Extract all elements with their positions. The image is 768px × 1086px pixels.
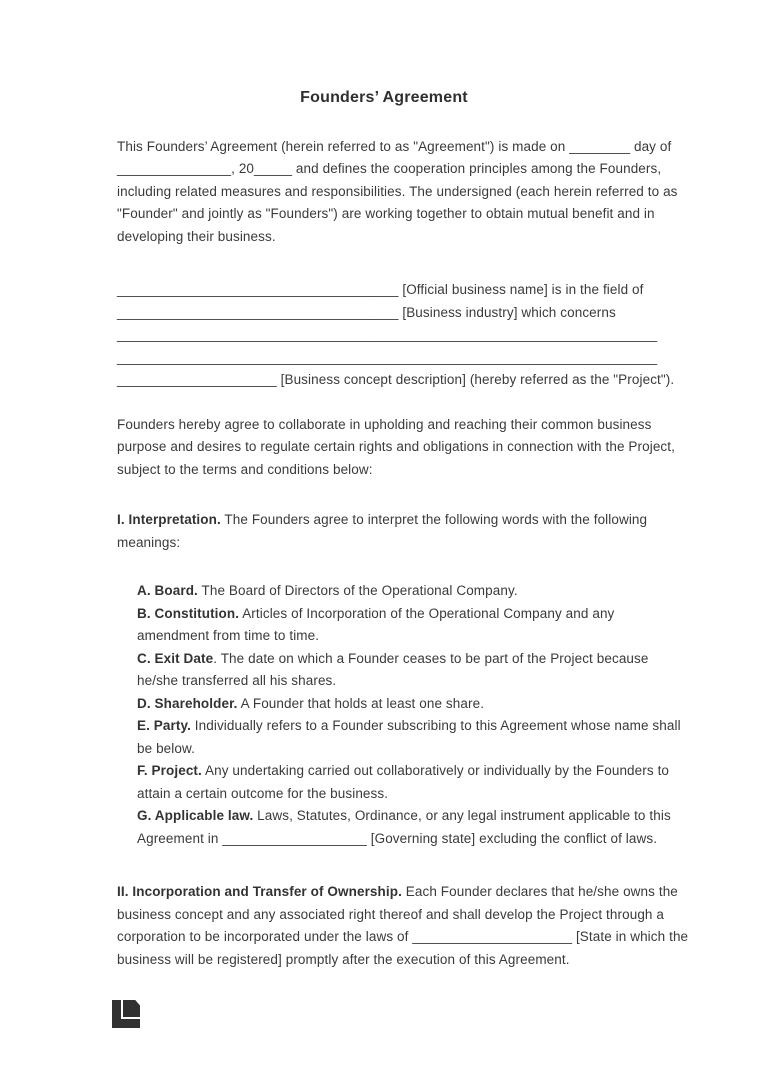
section2-line-2: business concept and any associated right thereof and shall develop the Project through a bbox=[117, 906, 665, 922]
section1-heading-rest: The Founders agree to interpret the following words with the following bbox=[220, 512, 648, 527]
section-incorporation bbox=[117, 881, 689, 971]
collab-line-3: subject to the terms and conditions below: bbox=[117, 461, 373, 477]
definitions-list bbox=[117, 580, 681, 850]
section2-heading-rest: Each Founder declares that he/she owns the bbox=[401, 884, 678, 899]
collaboration-paragraph bbox=[117, 414, 675, 482]
legal-templates-logo-icon bbox=[112, 1000, 140, 1028]
definition-constitution-term: B. Constitution. bbox=[137, 605, 240, 621]
definition-party-term: E. Party. bbox=[137, 718, 191, 733]
definition-shareholder-term: D. Shareholder. bbox=[137, 695, 238, 711]
definition-board bbox=[137, 580, 651, 603]
definition-applicable-law-text: Laws, Statutes, Ordinance, or any legal instrument applicable to this bbox=[253, 808, 671, 823]
definition-party bbox=[137, 715, 681, 738]
definition-project-term: F. Project. bbox=[137, 763, 202, 778]
intro-line-2: _______________, 20_____ and defines the cooperation principles among the Founders, bbox=[117, 161, 662, 176]
logo-page-icon bbox=[123, 1000, 140, 1017]
definition-board-term: A. Board. bbox=[137, 583, 198, 598]
section2-heading-bold: II. Incorporation and Transfer of Ownership. bbox=[117, 884, 402, 899]
section2-line-3: corporation to be incorporated under the laws of _____________________ [State in which the bbox=[117, 929, 689, 944]
definition-project bbox=[137, 760, 670, 783]
definition-shareholder-text: A Founder that holds at least one share. bbox=[237, 695, 485, 711]
definition-applicable-law bbox=[137, 805, 671, 828]
definition-project-cont: attain a certain outcome for the business. bbox=[137, 785, 389, 801]
collab-line-1: Founders hereby agree to collaborate in upholding and reaching their common business bbox=[117, 416, 652, 432]
section1-heading-line bbox=[117, 509, 651, 532]
intro-line-5: developing their business. bbox=[117, 228, 276, 244]
document-title: Founders’ Agreement bbox=[300, 89, 468, 106]
definition-exit-date-term: C. Exit Date bbox=[137, 650, 214, 666]
blank-line-1: _______________________________________________________________________ bbox=[117, 327, 658, 342]
collab-line-2: purpose and desires to regulate certain rights and obligations in connection with the Project, bbox=[117, 439, 675, 454]
business-industry-line: _____________________________________ [Business industry] which concerns bbox=[117, 304, 616, 320]
definition-constitution bbox=[137, 603, 651, 626]
definition-party-text: Individually refers to a Founder subscribing to this Agreement whose name shall bbox=[190, 718, 681, 733]
business-concept-line: _____________________ [Business concept description] (hereby referred as the "Project"). bbox=[117, 372, 675, 387]
definition-constitution-text: Articles of Incorporation of the Operational Company and any bbox=[239, 605, 615, 621]
document-content bbox=[117, 87, 689, 971]
section1-line-2: meanings: bbox=[117, 534, 181, 550]
definition-project-text: Any undertaking carried out collaboratively or individually by the Founders to bbox=[201, 763, 670, 778]
intro-line-4: "Founder" and jointly as "Founders") are working together to obtain mutual benefit and in bbox=[117, 206, 655, 221]
blank-line-2: _______________________________________________________________________ bbox=[117, 349, 658, 365]
definition-party-cont: be below. bbox=[137, 740, 195, 756]
section2-line-4: business will be registered] promptly after the execution of this Agreement. bbox=[117, 951, 570, 967]
intro-paragraph bbox=[117, 136, 678, 249]
definition-shareholder bbox=[137, 693, 651, 716]
intro-line-3: including related measures and responsibilities. The undersigned (each herein referred to as bbox=[117, 183, 678, 199]
business-name-line: _____________________________________ [Official business name] is in the field of bbox=[117, 282, 644, 297]
definition-exit-date-text: . The date on which a Founder ceases to be part of the Project because bbox=[213, 650, 649, 666]
logo-l-base-bar bbox=[112, 1019, 140, 1028]
definition-board-text: The Board of Directors of the Operational Company. bbox=[197, 583, 518, 598]
intro-line-1: This Founders’ Agreement (herein referred to as "Agreement") is made on ________ day of bbox=[117, 138, 672, 154]
definition-applicable-law-term: G. Applicable law. bbox=[137, 808, 254, 823]
section2-heading-line bbox=[117, 881, 678, 904]
definition-exit-date-cont: he/she transferred all his shares. bbox=[137, 673, 337, 688]
section1-heading-bold: I. Interpretation. bbox=[117, 512, 221, 527]
section-interpretation bbox=[117, 509, 651, 554]
definition-exit-date bbox=[137, 648, 651, 671]
definition-applicable-law-cont: Agreement in ___________________ [Governing state] excluding the conflict of laws. bbox=[137, 830, 658, 846]
business-details-block bbox=[117, 279, 675, 392]
definition-constitution-cont: amendment from time to time. bbox=[137, 628, 320, 643]
